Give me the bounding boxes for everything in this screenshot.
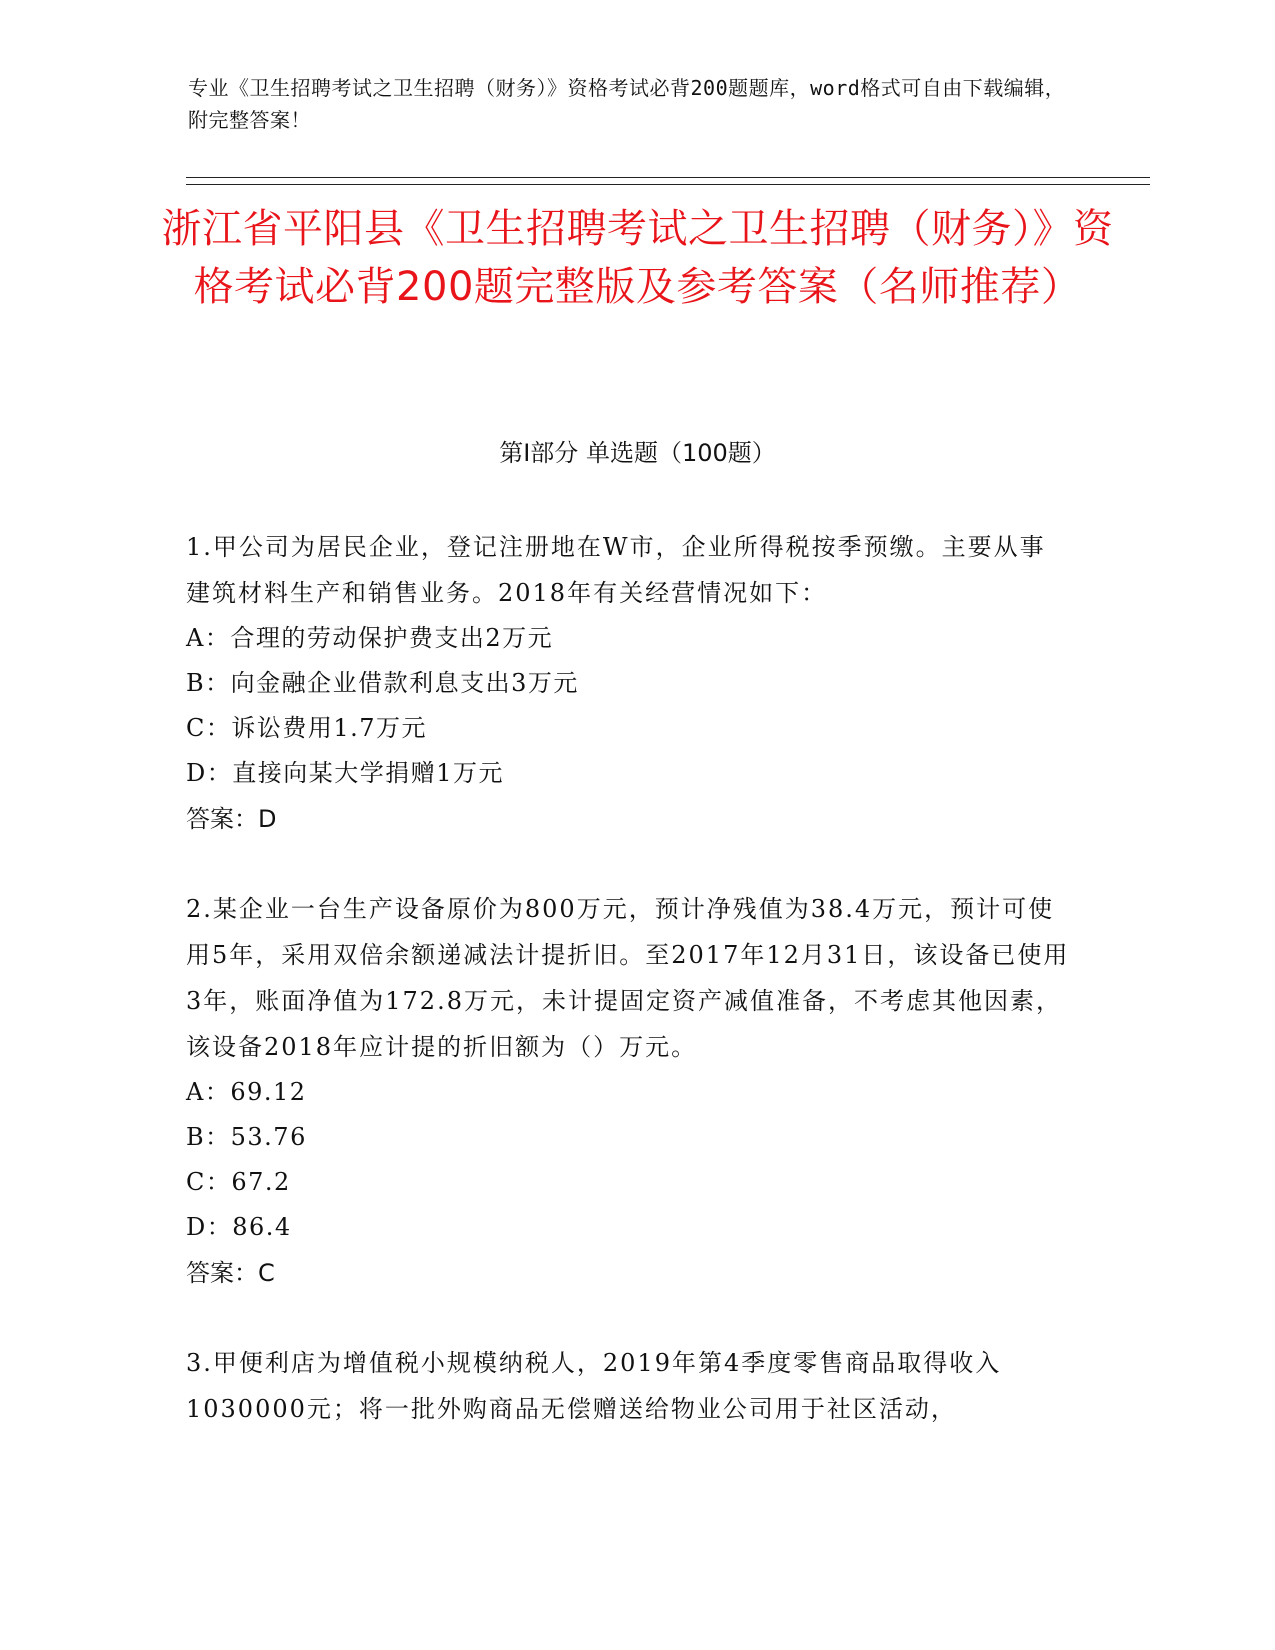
- question-3: [186, 1340, 1071, 1432]
- question-stem: 1.甲公司为居民企业，登记注册地在W市，企业所得税按季预缴。主要从事建筑材料生产和销售业务。2018年有关经营情况如下：: [186, 533, 1046, 607]
- header-divider-top: [186, 177, 1150, 178]
- option-d: D：直接向某大学捐赠1万元: [186, 759, 505, 787]
- answer: 答案：D: [186, 805, 277, 833]
- answer: 答案：C: [186, 1259, 275, 1287]
- option-b: B：向金融企业借款利息支出3万元: [186, 669, 579, 697]
- header-note: 专业《卫生招聘考试之卫生招聘（财务）》资格考试必背200题题库，word格式可自由下载编辑，附完整答案！: [188, 76, 1066, 132]
- option-c: C：67.2: [186, 1168, 291, 1196]
- option-a: A：合理的劳动保护费支出2万元: [186, 624, 554, 652]
- option-d: D：86.4: [186, 1213, 292, 1241]
- option-a: A：69.12: [186, 1078, 307, 1106]
- question-2: [186, 886, 1071, 1296]
- header-divider-bottom: [186, 184, 1150, 185]
- section-heading: 第Ⅰ部分 单选题（100题）: [499, 439, 776, 467]
- document-title: 浙江省平阳县《卫生招聘考试之卫生招聘（财务）》资格考试必背200题完整版及参考答案（名师推荐）: [161, 206, 1114, 310]
- option-b: B：53.76: [186, 1123, 307, 1151]
- question-stem: 3.甲便利店为增值税小规模纳税人，2019年第4季度零售商品取得收入1030000元；将一批外购商品无偿赠送给物业公司用于社区活动，: [186, 1349, 1002, 1423]
- option-c: C：诉讼费用1.7万元: [186, 714, 428, 742]
- question-1: [186, 524, 1071, 842]
- question-stem: 2.某企业一台生产设备原价为800万元，预计净残值为38.4万元，预计可使用5年，采用双倍余额递减法计提折旧。至2017年12月31日，该设备已使用3年，账面净值为172.8万元，未计提固定资产减值准备，不考虑其他因素，该设备2018年应计提的折旧额为（）万元。: [186, 895, 1070, 1061]
